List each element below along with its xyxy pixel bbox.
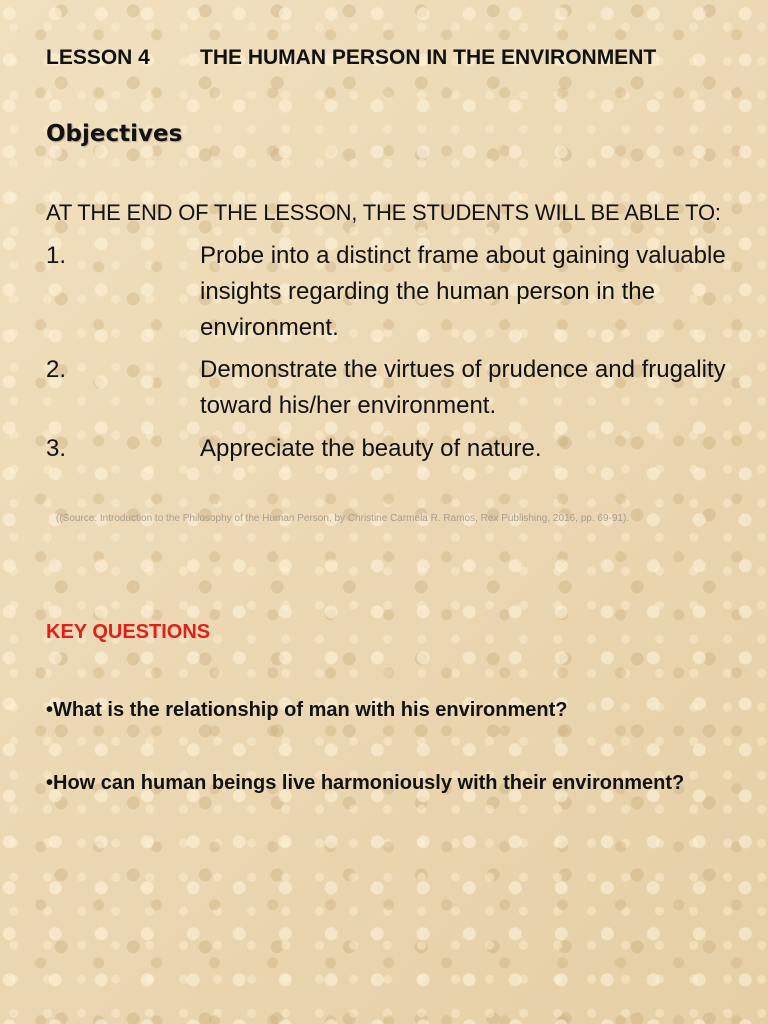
- objective-number: 3.: [46, 435, 67, 462]
- objective-text: Appreciate the beauty of nature.: [200, 435, 542, 462]
- objective-number: 2.: [46, 356, 67, 383]
- objectives-heading: Objectives: [46, 121, 183, 147]
- objective-text: Probe into a distinct frame about gaining valuable insights regarding the human person in the environment.: [200, 242, 726, 341]
- objectives-intro: AT THE END OF THE LESSON, THE STUDENTS WILL BE ABLE TO:: [46, 200, 721, 225]
- lesson-title: THE HUMAN PERSON IN THE ENVIRONMENT: [200, 46, 657, 69]
- objective-item-3: [46, 431, 726, 467]
- objective-text: Demonstrate the virtues of prudence and frugality toward his/her environment.: [200, 356, 726, 419]
- objective-item-2: [46, 352, 726, 424]
- key-questions-heading: KEY QUESTIONS: [46, 621, 211, 643]
- key-question-1: •What is the relationship of man with his environment?: [46, 699, 568, 721]
- source-citation: ((Source: Introduction to the Philosophy of the Human Person, by Christine Carmela R. Ramos, Rex Publishing, 2016, pp. 69-91).: [56, 513, 630, 524]
- objective-item-1: [46, 238, 726, 346]
- lesson-header: [46, 46, 656, 70]
- key-question-2: •How can human beings live harmoniously with their environment?: [46, 772, 685, 794]
- lesson-number: LESSON 4: [46, 46, 150, 69]
- objective-number: 1.: [46, 242, 67, 269]
